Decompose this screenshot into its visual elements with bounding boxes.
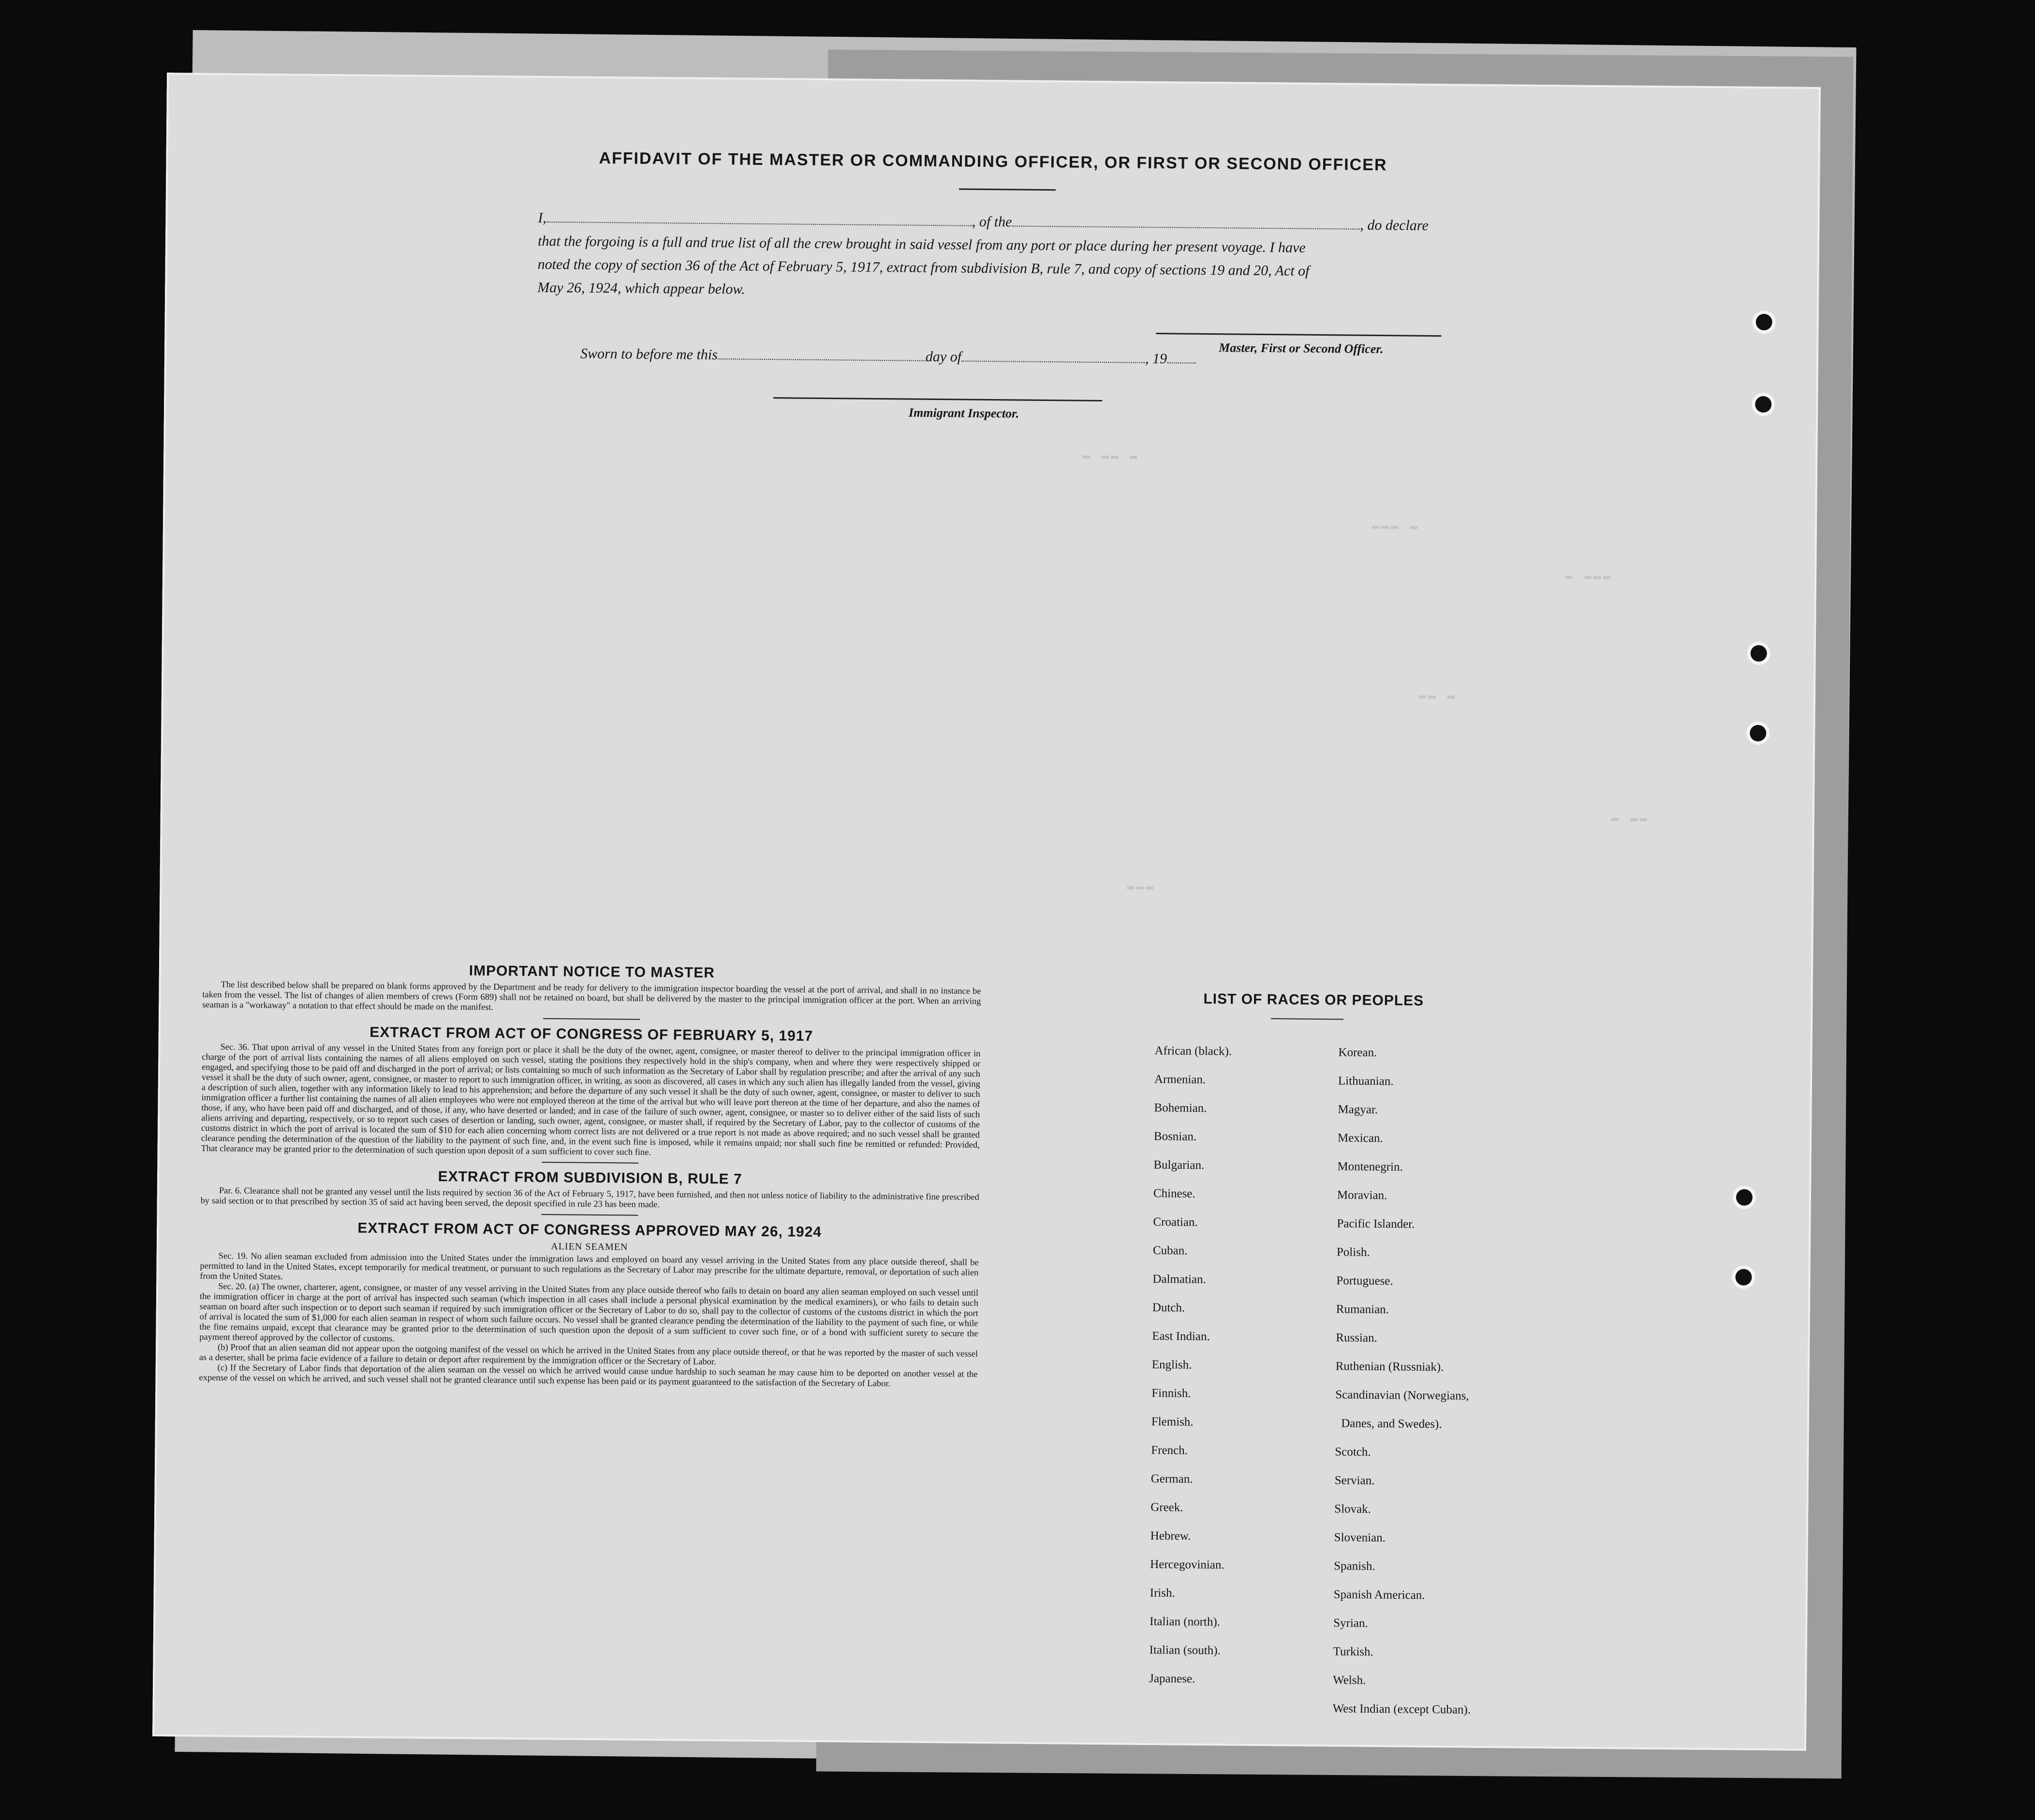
race-entry: Croatian. (1153, 1215, 1198, 1229)
race-entry: Japanese. (1149, 1672, 1195, 1686)
race-entry: Bohemian. (1154, 1101, 1207, 1115)
race-entry: East Indian. (1152, 1330, 1210, 1344)
extract-1917-title: EXTRACT FROM ACT OF CONGRESS OF FEBRUARY 5, 1917 (369, 1024, 813, 1044)
sworn-day-of: day of (925, 348, 962, 365)
race-entry: Scotch. (1335, 1445, 1371, 1459)
par-6-paragraph: Par. 6. Clearance shall not be granted any vessel until the lists required by section 36 of the Act of February 5, 1917, have been furnished, and then not unless notice of liability to the administrative fine prescribed by said section or to that prescribed by section 35 of said act having been served, the deposit specified in rule 23 has been made. (200, 1186, 979, 1210)
race-entry: Syrian. (1333, 1616, 1368, 1630)
race-entry: Portuguese. (1336, 1274, 1393, 1288)
extract-1924-title: EXTRACT FROM ACT OF CONGRESS APPROVED MAY 26, 1924 (357, 1220, 822, 1241)
divider (542, 1162, 638, 1164)
affidavit-line-2: that the forgoing is a full and true list of all the crew brought in said vessel from any port or place during her present voyage. I have (537, 233, 1306, 256)
race-entry: Lithuanian. (1338, 1074, 1394, 1088)
document-title: AFFIDAVIT OF THE MASTER OR COMMANDING OFFICER, OR FIRST OR SECOND OFFICER (599, 148, 1387, 175)
binder-hole (1750, 725, 1766, 741)
race-entry: Russian. (1336, 1331, 1377, 1345)
sec-20c-paragraph: (c) If the Secretary of Labor finds that deportation of the alien seaman on the vessel on which he arrived would cause undue hardship to such seaman he may cause him to be deported on another vessel at the expense of the vessel on which he arrived, and such vessel shall not be granted clearance until such expense has been paid or its payment guaranteed to the satisfaction of the Secretary of Labor. (199, 1363, 978, 1389)
races-title: LIST OF RACES OR PEOPLES (1203, 991, 1424, 1009)
race-entry: German. (1150, 1472, 1193, 1486)
race-entry: Turkish. (1333, 1645, 1373, 1659)
sec-19-paragraph: Sec. 19. No alien seaman excluded from admission into the United States under the immigration laws and employed on board any vessel arriving in the United States from any place outside thereof, shall be permitted to land in the United States, except temporarily for medical treatment, or pursuant to such regulations as the Secretary of Labor may prescribe for the ultimate departure, removal, or deportation of such alien from the United States. (200, 1251, 979, 1282)
master-signature-label: Master, First or Second Officer. (1219, 340, 1384, 356)
name-blank[interactable] (546, 208, 972, 226)
affidavit-line-3: noted the copy of section 36 of the Act of February 5, 1917, extract from subdivision B, rule 7, and copy of sections 19 and 20, Act of (537, 256, 1310, 279)
race-entry: Armenian. (1154, 1073, 1206, 1086)
extract-1917-text (201, 1042, 981, 1161)
extract-rule7-title: EXTRACT FROM SUBDIVISION B, RULE 7 (438, 1169, 742, 1187)
race-entry: Greek. (1150, 1501, 1183, 1514)
race-entry: Bulgarian. (1153, 1158, 1205, 1172)
bleed-through-marks: ▬ ▬▬ ▬ ▬▬▬ ▬ ▬ ▬▬▬ ▬▬ ▬ ▬ ▬▬ ▬▬▬ (1082, 448, 1650, 894)
inspector-signature-line[interactable] (773, 397, 1102, 401)
race-entry: Welsh. (1333, 1673, 1366, 1687)
sworn-year: , 19 (1145, 350, 1167, 367)
race-entry: Servian. (1334, 1474, 1375, 1488)
sworn-year-blank[interactable] (1167, 350, 1196, 364)
race-entry: French. (1151, 1444, 1188, 1457)
sec-36-paragraph: Sec. 36. That upon arrival of any vessel in the United States from any foreign port or place it shall be the duty of the owner, agent, consignee, or master thereof to deliver to the principal immigration officer in charge of the port of arrival lists containing the names of all aliens employed on such vessel, stating the positions they respectively hold in the ship's company, when and where they were respectively shipped or engaged, and specifying those to be paid off and discharged in the port of arrival; or lists containing so much of such information as the Secretary of Labor shall by regulation prescribe; and after the arrival of any such vessel it shall be the duty of such owner, agent, consignee, or master to report to such immigration officer, in writing, as soon as discovered, all cases in which any such alien has illegally landed from the vessel, giving a description of such alien, together with any information likely to lead to his apprehension; and before the departure of any such vessel it shall be the duty of such owner, agent, consignee, or master to deliver to such immigration officer a further list containing the names of all alien employees who were not employed thereon at the time of the arrival but who will leave port thereon at the time of her departure, and also the names of those, if any, who have been paid off and discharged, and of those, if any, who have deserted or landed; and in case of the failure of such owner, agent, consignee, or master so to deliver either of the said lists of such aliens arriving and departing, respectively, or so to report such cases of desertion or landing, such owner, agent, consignee, or master shall, if required by the Secretary of Labor, pay to the collector of customs of the customs district in which the port of arrival is located the sum of $10 for each alien concerning whom correct lists are not delivered or a true report is not made as above required; and no such vessel shall be granted clearance pending the determination of the question of the liability to the payment of such fine, and, in the event such fine is imposed, while it remains unpaid; nor shall such fine be remitted or refunded: Provided, That clearance may be granted prior to the determination of such question upon deposit of a sum sufficient to cover such fine. (201, 1042, 981, 1157)
races-right-column (1332, 1038, 1476, 1724)
race-entry: Chinese. (1153, 1187, 1195, 1200)
binder-hole (1735, 1269, 1752, 1286)
race-entry: Spanish American. (1333, 1588, 1425, 1602)
race-entry: Flemish. (1151, 1415, 1194, 1429)
binder-hole (1736, 1189, 1753, 1206)
race-entry: Cuban. (1152, 1244, 1188, 1258)
sec-20b-paragraph: (b) Proof that an alien seaman did not appear upon the outgoing manifest of the vessel on which he arrived in the United States from any place outside thereof, or that he was reported by the master of such vessel as a deserter, shall be prima facie evidence of a failure to detain or deport after requirement by the immigration officer or the Secretary of Labor. (199, 1343, 978, 1367)
race-entry: Italian (south). (1149, 1643, 1221, 1657)
race-entry: Irish. (1150, 1586, 1175, 1600)
race-entry: Polish. (1336, 1245, 1370, 1259)
notice-title: IMPORTANT NOTICE TO MASTER (469, 962, 715, 981)
race-entry: West Indian (except Cuban). (1332, 1702, 1471, 1716)
affidavit-do-declare: , do declare (1360, 217, 1429, 234)
race-entry: Magyar. (1338, 1103, 1378, 1117)
binder-hole (1751, 645, 1767, 662)
races-left-column (1149, 1036, 1232, 1693)
binder-hole (1755, 396, 1771, 413)
race-entry: Slovenian. (1334, 1531, 1386, 1545)
sworn-prefix: Sworn to before me this (580, 345, 718, 363)
race-entry: Pacific Islander. (1337, 1217, 1415, 1231)
race-entry: Korean. (1338, 1046, 1377, 1060)
races-title-underline (1271, 1018, 1343, 1020)
race-entry: Italian (north). (1150, 1614, 1221, 1629)
notice-paragraph: The list described below shall be prepared on blank forms approved by the Department and be ready for delivery to the immigration inspector boarding the vessel at the port of arrival, and shall in no instance be taken from the vessel. The list of changes of alien members of crews (Form 689) shall not be retained on board, but shall be delivered by the master to the principal immigration officer at the port. When an arriving seaman is a "workaway" a notation to that effect should be made on the manifest. (202, 980, 981, 1013)
affidavit-line-4: May 26, 1924, which appear below. (537, 279, 745, 297)
inspector-label: Immigrant Inspector. (908, 405, 1019, 421)
vessel-blank[interactable] (1012, 212, 1360, 229)
race-entry: Montenegrin. (1337, 1160, 1403, 1174)
race-entry: Bosnian. (1153, 1130, 1197, 1143)
title-underline (959, 188, 1056, 191)
extract-1924-text (199, 1251, 978, 1390)
race-entry: Finnish. (1151, 1387, 1191, 1400)
notice-text (202, 980, 981, 1017)
race-entry: Mexican. (1337, 1131, 1383, 1145)
race-entry: Dalmatian. (1152, 1273, 1206, 1286)
affidavit-page (152, 73, 1821, 1751)
race-entry: English. (1151, 1358, 1192, 1372)
binder-hole (1756, 314, 1772, 330)
race-entry: Hercegovinian. (1150, 1558, 1224, 1572)
race-entry: Hebrew. (1150, 1529, 1191, 1543)
race-entry: Dutch. (1152, 1301, 1185, 1315)
affidavit-of-the: , of the (972, 213, 1012, 230)
race-entry: Moravian. (1337, 1188, 1387, 1202)
race-entry: Rumanian. (1336, 1302, 1389, 1317)
race-entry: Slovak. (1334, 1502, 1371, 1516)
affidavit-i: I, (538, 209, 547, 226)
sworn-day-blank[interactable] (718, 346, 926, 361)
race-entry: Spanish. (1334, 1559, 1375, 1573)
master-signature-line[interactable] (1156, 333, 1441, 337)
race-entry: African (black). (1154, 1044, 1232, 1058)
divider (543, 1018, 640, 1020)
race-entry: Scandinavian (Norwegians, Danes, and Swedes). (1335, 1388, 1469, 1431)
notice-section (199, 961, 981, 1390)
sworn-month-blank[interactable] (961, 348, 1145, 363)
sec-20a-paragraph: Sec. 20. (a) The owner, charterer, agent, consignee, or master of any vessel arriving in the United States from any place outside thereof who fails to detain on board any alien seaman employed on such vessel until the immigration officer in charge at the port of arrival has inspected such seaman (which inspection in all cases shall include a personal physical examination by the medical examiners), or who fails to detain such seaman on board after such inspection or to deport such seaman if required by such immigration officer or the Secretary of Labor to do so, shall pay to the collector of customs of the customs district in which the port of arrival is located the sum of $1,000 for each alien seaman in respect of whom such failure occurs. No vessel shall be granted clearance pending the determination of the liability to the payment of such fine, or while the fine remains unpaid, except that clearance may be granted prior to the determination of such question upon the deposit of a sum sufficient to cover such fine, or of a bond with sufficient surety to secure the payment thereof approved by the collector of customs. (199, 1282, 979, 1344)
sworn-line (580, 345, 1196, 368)
affidavit-statement (537, 207, 1530, 308)
race-entry: Ruthenian (Russniak). (1335, 1360, 1444, 1374)
divider (541, 1214, 638, 1216)
extract-1924-subtitle: ALIEN SEAMEN (551, 1241, 628, 1253)
extract-rule7-text (201, 1186, 979, 1213)
